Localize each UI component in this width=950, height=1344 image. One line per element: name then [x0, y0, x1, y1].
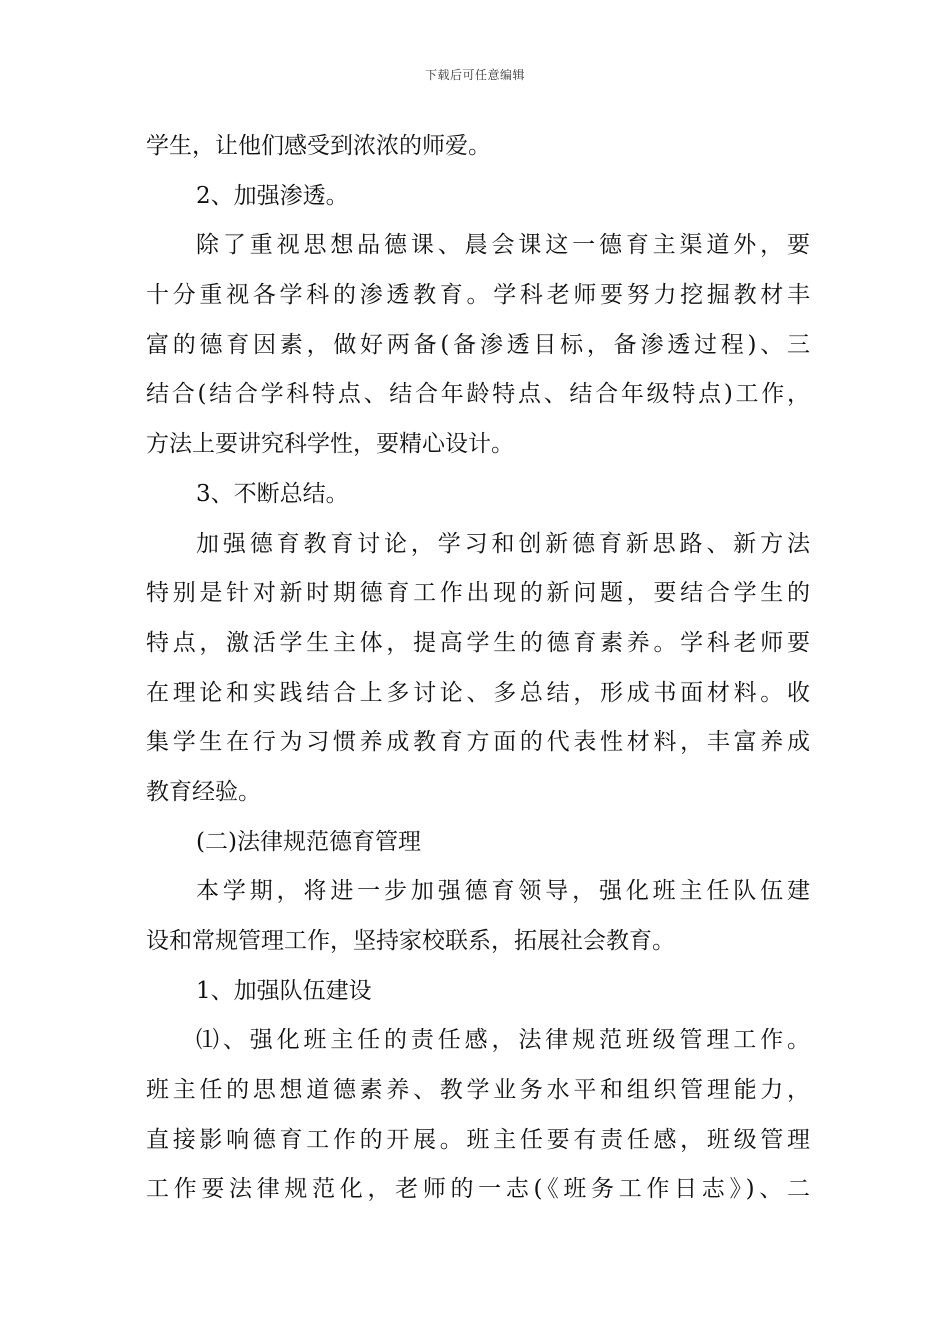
text-line: 除了重视思想品德课、晨会课这一德育主渠道外，要 [196, 232, 810, 259]
text-line: 工作要法律规范化，老师的一志(《班务工作日志》)、二 [146, 1176, 810, 1203]
section-heading: (二)法律规范德育管理 [196, 828, 421, 855]
text-line: 加强德育教育讨论，学习和创新德育新思路、新方法 [196, 530, 810, 557]
section-heading: 2、加强渗透。 [196, 182, 349, 209]
section-heading: 3、不断总结。 [196, 480, 349, 507]
text-line: 方法上要讲究科学性，要精心设计。 [146, 431, 514, 458]
text-line: 本学期，将进一步加强德育领导，强化班主任队伍建 [196, 878, 810, 905]
text-line: 结合(结合学科特点、结合年龄特点、结合年级特点)工作， [146, 381, 810, 408]
text-line: 在理论和实践结合上多讨论、多总结，形成书面材料。收 [146, 679, 810, 706]
section-heading: 1、加强队伍建设 [196, 977, 372, 1004]
text-line: 教育经验。 [146, 778, 261, 805]
text-line: 特点，激活学生主体，提高学生的德育素养。学科老师要 [146, 629, 810, 656]
text-line: 直接影响德育工作的开展。班主任要有责任感，班级管理 [146, 1126, 810, 1153]
text-line: ⑴、强化班主任的责任感，法律规范班级管理工作。 [196, 1027, 810, 1054]
text-line: 富的德育因素，做好两备(备渗透目标，备渗透过程)、三 [146, 331, 810, 358]
body-text [146, 122, 810, 1215]
text-line: 设和常规管理工作，坚持家校联系，拓展社会教育。 [146, 928, 675, 954]
text-line: 班主任的思想道德素养、教学业务水平和组织管理能力， [146, 1077, 810, 1104]
text-line: 学生，让他们感受到浓浓的师爱。 [146, 133, 491, 159]
text-line: 集学生在行为习惯养成教育方面的代表性材料，丰富养成 [146, 729, 810, 756]
text-line: 特别是针对新时期德育工作出现的新问题，要结合学生的 [146, 580, 810, 607]
page-header: 下载后可任意编辑 [424, 68, 525, 82]
text-line: 十分重视各学科的渗透教育。学科老师要努力挖掘教材丰 [146, 282, 810, 309]
